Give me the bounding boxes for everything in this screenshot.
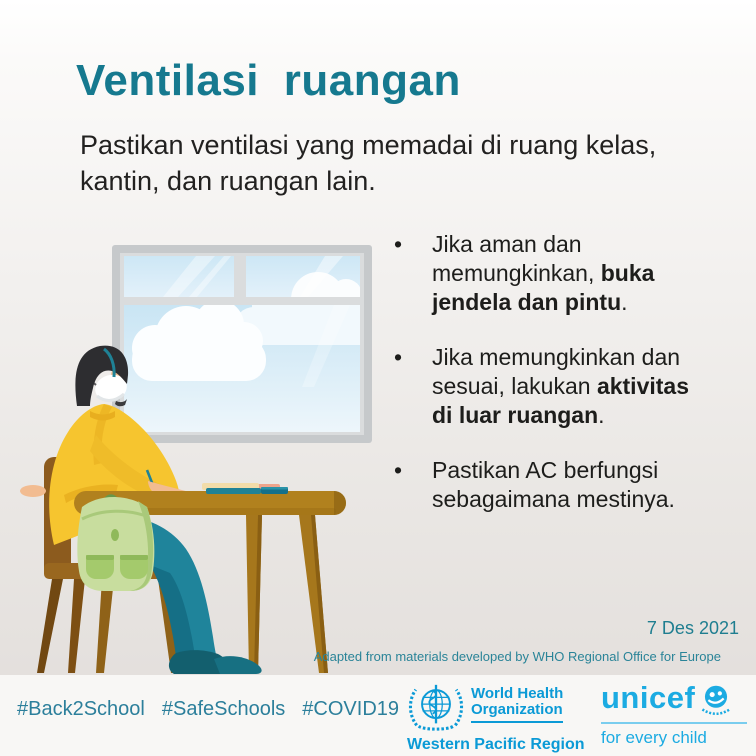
unicef-emblem-icon (699, 683, 733, 719)
classroom-illustration (0, 235, 400, 675)
left-hand (20, 485, 46, 497)
bullet-text: Jika memungkinkan dan sesuai, lakukan aktivitas di luar ruangan. (432, 344, 689, 428)
subtitle-line-2: kantin, dan ruangan lain. (80, 166, 376, 196)
unicef-wordmark: unicef (601, 680, 696, 715)
shoes (169, 650, 262, 674)
unicef-divider (601, 722, 747, 724)
hashtag: #SafeSchools (161, 698, 286, 720)
footer (0, 675, 756, 756)
bullet-item (394, 343, 724, 430)
bullet-list (394, 230, 724, 540)
bullet-dot: • (394, 344, 403, 370)
chair-leg (68, 579, 85, 673)
subtitle (80, 127, 656, 199)
who-region: Western Pacific Region (407, 736, 585, 753)
bullet-text: Jika aman dan memungkinkan, buka jendela dan pintu. (432, 231, 655, 315)
bullet-item (394, 230, 724, 317)
hashtag: #COVID19 (302, 698, 400, 720)
page-title: Ventilasi ruangan (76, 56, 461, 105)
book-stack (202, 483, 288, 494)
unicef-tagline: for every child (601, 728, 707, 747)
backpack-button (111, 529, 119, 541)
date: 7 Des 2021 (646, 618, 739, 638)
bullet-dot: • (394, 231, 403, 257)
chair-leg (37, 579, 63, 673)
attribution: Adapted from materials developed by WHO Regional Office for Europe (313, 649, 721, 664)
hashtag: #Back2School (17, 698, 145, 720)
bullet-item (394, 456, 724, 514)
window (112, 245, 372, 443)
chair-leg (96, 579, 114, 673)
bullet-dot: • (394, 457, 403, 483)
who-name: World Health Organization (471, 686, 563, 723)
who-emblem-icon (407, 681, 465, 733)
who-logo (407, 681, 585, 754)
hashtag-row (17, 698, 399, 721)
book (206, 488, 261, 494)
backpack (77, 496, 154, 591)
bullet-text: Pastikan AC berfungsi sebagaimana mestinya. (432, 457, 675, 512)
subtitle-line-1: Pastikan ventilasi yang memadai di ruang kelas, (80, 130, 657, 160)
unicef-logo (601, 680, 747, 748)
